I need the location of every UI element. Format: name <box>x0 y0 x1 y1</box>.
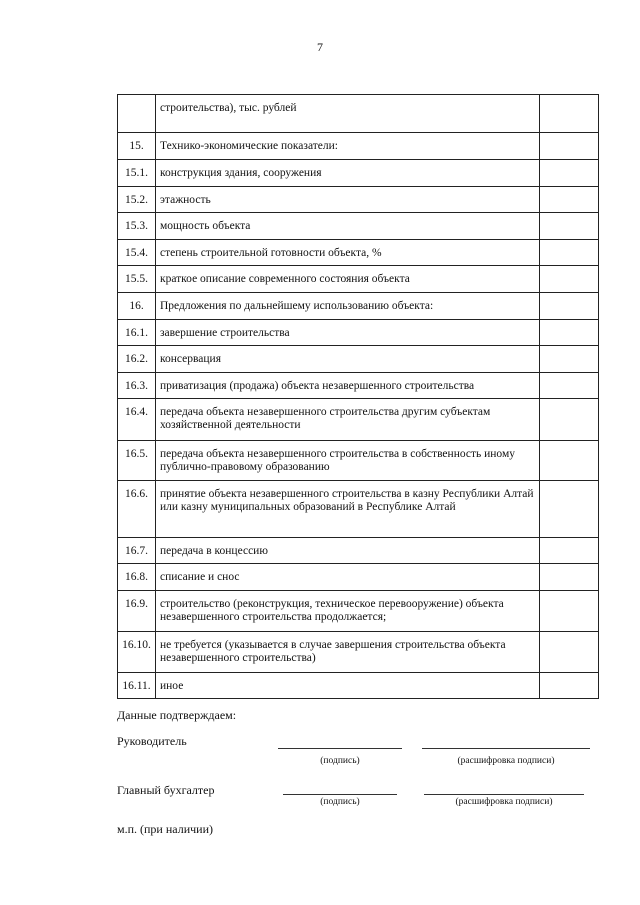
row-number: 15.5. <box>118 266 156 293</box>
head-decoding-line <box>422 748 590 749</box>
row-number: 15.1. <box>118 160 156 187</box>
row-description: степень строительной готовности объекта, % <box>156 240 540 266</box>
row-value-cell[interactable] <box>540 346 599 373</box>
accountant-label: Главный бухгалтер <box>117 783 215 797</box>
row-description: этажность <box>156 187 540 213</box>
row-number: 16. <box>118 293 156 320</box>
indicators-table <box>117 94 599 699</box>
accountant-decoding-line <box>424 794 584 795</box>
row-description: принятие объекта незавершенного строительства в казну Республики Алтай или казну муниципальных образований в Республике Алтай <box>156 481 540 538</box>
accountant-signature-line <box>283 794 397 795</box>
head-decoding-caption: (расшифровка подписи) <box>457 756 555 766</box>
confirm-label: Данные подтверждаем: <box>117 708 237 722</box>
row-number: 15. <box>118 133 156 160</box>
row-value-cell[interactable] <box>540 538 599 564</box>
table-row <box>118 133 599 160</box>
table-row <box>118 187 599 213</box>
row-value-cell[interactable] <box>540 293 599 320</box>
table-row <box>118 240 599 266</box>
row-description: не требуется (указывается в случае завершения строительства объекта незавершенного строительства) <box>156 632 540 673</box>
row-value-cell[interactable] <box>540 240 599 266</box>
row-description: строительства), тыс. рублей <box>156 95 540 133</box>
stamp-label: м.п. (при наличии) <box>117 822 213 836</box>
row-value-cell[interactable] <box>540 399 599 441</box>
row-number: 16.8. <box>118 564 156 591</box>
table-row <box>118 481 599 538</box>
page-number: 7 <box>317 40 323 54</box>
row-description: Предложения по дальнейшему использованию объекта: <box>156 293 540 320</box>
row-description: консервация <box>156 346 540 373</box>
table-row <box>118 346 599 373</box>
row-value-cell[interactable] <box>540 564 599 591</box>
table-row <box>118 95 599 133</box>
row-description: передача объекта незавершенного строительства в собственность иному публично-правовому образованию <box>156 441 540 481</box>
row-value-cell[interactable] <box>540 133 599 160</box>
row-value-cell[interactable] <box>540 95 599 133</box>
row-number: 16.4. <box>118 399 156 441</box>
row-number: 16.11. <box>118 673 156 699</box>
row-number: 16.7. <box>118 538 156 564</box>
row-description: мощность объекта <box>156 213 540 240</box>
row-value-cell[interactable] <box>540 266 599 293</box>
accountant-signature-caption: (подпись) <box>320 797 360 807</box>
table-row <box>118 538 599 564</box>
table-row <box>118 160 599 187</box>
row-number: 16.6. <box>118 481 156 538</box>
row-description: приватизация (продажа) объекта незавершенного строительства <box>156 373 540 399</box>
table-row <box>118 591 599 632</box>
row-number: 16.9. <box>118 591 156 632</box>
row-description: Технико-экономические показатели: <box>156 133 540 160</box>
row-number: 16.3. <box>118 373 156 399</box>
table-row <box>118 293 599 320</box>
row-number: 15.2. <box>118 187 156 213</box>
row-number: 16.1. <box>118 320 156 346</box>
row-value-cell[interactable] <box>540 632 599 673</box>
table-row <box>118 673 599 699</box>
row-description: передача объекта незавершенного строительства другим субъектам хозяйственной деятельности <box>156 399 540 441</box>
row-value-cell[interactable] <box>540 213 599 240</box>
row-value-cell[interactable] <box>540 481 599 538</box>
table-row <box>118 266 599 293</box>
row-description: передача в концессию <box>156 538 540 564</box>
table-row <box>118 441 599 481</box>
row-number: 16.5. <box>118 441 156 481</box>
row-value-cell[interactable] <box>540 187 599 213</box>
table-row <box>118 632 599 673</box>
row-value-cell[interactable] <box>540 591 599 632</box>
row-number: 15.3. <box>118 213 156 240</box>
table-row <box>118 213 599 240</box>
table-row <box>118 373 599 399</box>
head-signature-line <box>278 748 402 749</box>
row-value-cell[interactable] <box>540 160 599 187</box>
row-number <box>118 95 156 133</box>
row-number: 16.10. <box>118 632 156 673</box>
row-description: списание и снос <box>156 564 540 591</box>
row-description: строительство (реконструкция, техническое перевооружение) объекта незавершенного строительства продолжается; <box>156 591 540 632</box>
row-description: конструкция здания, сооружения <box>156 160 540 187</box>
row-number: 15.4. <box>118 240 156 266</box>
row-number: 16.2. <box>118 346 156 373</box>
row-value-cell[interactable] <box>540 373 599 399</box>
row-description: краткое описание современного состояния объекта <box>156 266 540 293</box>
row-value-cell[interactable] <box>540 320 599 346</box>
row-description: иное <box>156 673 540 699</box>
row-value-cell[interactable] <box>540 441 599 481</box>
table-row <box>118 320 599 346</box>
row-description: завершение строительства <box>156 320 540 346</box>
table-row <box>118 564 599 591</box>
head-label: Руководитель <box>117 734 187 748</box>
head-signature-caption: (подпись) <box>320 756 360 766</box>
table-row <box>118 399 599 441</box>
accountant-decoding-caption: (расшифровка подписи) <box>455 797 553 807</box>
row-value-cell[interactable] <box>540 673 599 699</box>
